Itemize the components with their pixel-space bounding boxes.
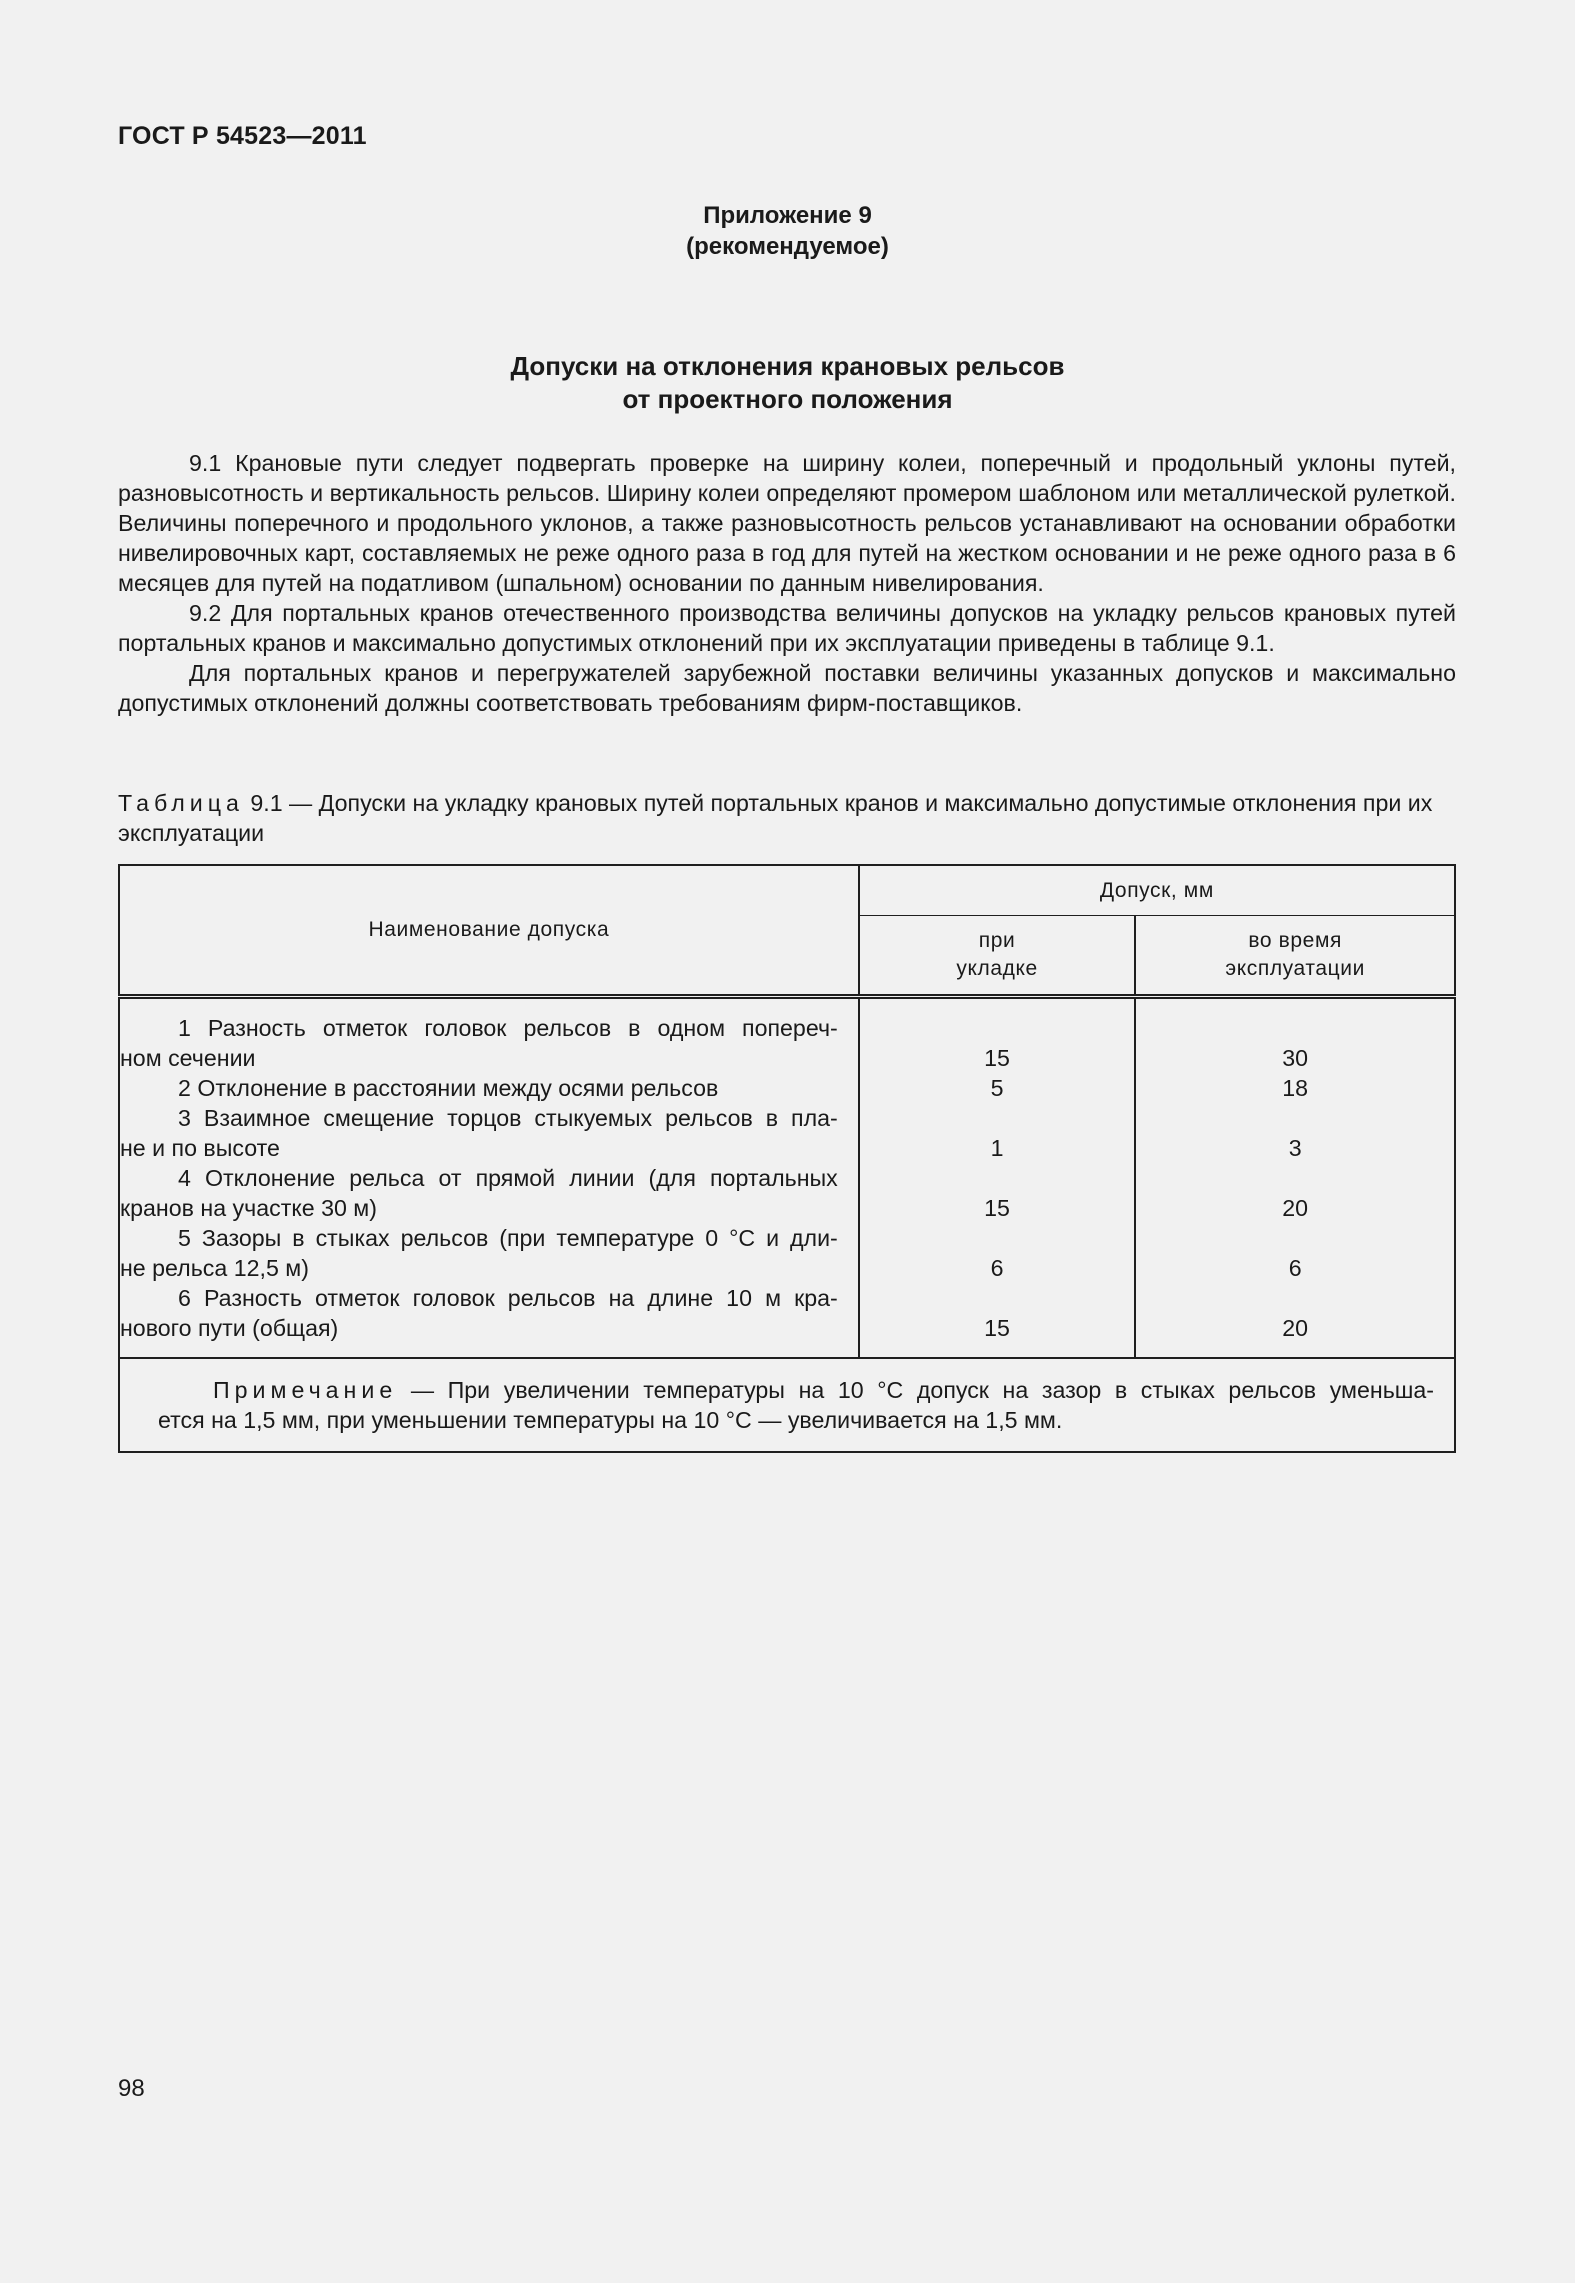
table-caption-text: 9.1 — Допуски на укладку крановых путей портальных кранов и максимально допустимые отклонения при их эксплуатации	[118, 790, 1433, 846]
row-5-operation-value: 6	[1288, 1255, 1302, 1281]
tolerance-names-column	[119, 997, 859, 1359]
header-operation	[1135, 916, 1455, 997]
row-5-name-line-1: 5 Зазоры в стыках рельсов (при температуре 0 °С и дли-	[178, 1225, 838, 1251]
row-1-name-line-1: 1 Разность отметок головок рельсов в одном попереч-	[178, 1015, 838, 1041]
table-caption-label: Таблица	[118, 790, 244, 816]
table-note-line-2: ется на 1,5 мм, при уменьшении температуры на 10 °С — увеличивается на 1,5 мм.	[158, 1407, 1063, 1433]
page-number: 98	[118, 2075, 145, 2102]
row-1-laying-value: 15	[984, 1045, 1010, 1071]
laying-values-column	[859, 997, 1136, 1359]
section-title-line-1: Допуски на отклонения крановых рельсов	[510, 351, 1065, 381]
row-6-operation-value: 20	[1282, 1315, 1309, 1341]
row-2-operation-value: 18	[1282, 1075, 1309, 1101]
header-tolerance-name: Наименование допуска	[119, 865, 859, 997]
row-3-name-line-2: не и по высоте	[120, 1135, 280, 1161]
row-6-laying-value: 15	[984, 1315, 1010, 1341]
header-operation-line-1: во время	[1248, 929, 1342, 953]
row-5-name-line-2: не рельса 12,5 м)	[120, 1255, 309, 1281]
header-laying-line-2: укладке	[956, 957, 1038, 981]
row-4-name-line-1: 4 Отклонение рельса от прямой линии (для портальных	[178, 1165, 838, 1191]
row-3-laying-value: 1	[990, 1135, 1004, 1161]
row-4-laying-value: 15	[984, 1195, 1010, 1221]
paragraph-foreign-cranes: Для портальных кранов и перегружателей зарубежной поставки величины указанных допусков и максимально допустимых отклонений должны соответствовать требованиям фирм-поставщиков.	[118, 660, 1456, 716]
table-row	[120, 1013, 838, 1073]
row-2-laying-value: 5	[990, 1075, 1004, 1101]
row-4-operation-value: 20	[1282, 1195, 1309, 1221]
header-laying	[859, 916, 1136, 997]
row-1-operation-value: 30	[1282, 1045, 1309, 1071]
annex-heading	[0, 200, 1575, 262]
row-6-name-line-1: 6 Разность отметок головок рельсов на длине 10 м кра-	[178, 1285, 838, 1311]
body-text	[118, 448, 1456, 718]
paragraph-9-1: 9.1 Крановые пути следует подвергать проверке на ширину колеи, поперечный и продольный уклоны путей, разновысотность и вертикальность рельсов. Ширину колеи определяют промером шаблоном или металлической рулеткой. Величины поперечного и продольного уклонов, а также разновысотность рельсов устанавливают на основании обработки нивелировочных карт, составляемых не реже одного раза в год для путей на жестком основании и не реже одного раза в 6 месяцев для путей на податливом (шпальном) основании по данным нивелирования.	[118, 450, 1456, 596]
document-number: ГОСТ Р 54523—2011	[118, 122, 367, 150]
table-row	[120, 1073, 838, 1103]
row-2-name-line-1: 2 Отклонение в расстоянии между осями рельсов	[178, 1075, 719, 1101]
header-tolerance-mm: Допуск, мм	[859, 865, 1455, 916]
header-operation-line-2: эксплуатации	[1225, 957, 1365, 981]
annex-number: Приложение 9	[703, 202, 872, 229]
tolerance-table	[118, 864, 1456, 1453]
row-6-name-line-2: нового пути (общая)	[120, 1315, 339, 1341]
table-row	[120, 1103, 838, 1163]
section-title-line-2: от проектного положения	[622, 384, 953, 414]
operation-values-column	[1135, 997, 1455, 1359]
annex-status: (рекомендуемое)	[686, 233, 889, 260]
row-1-name-line-2: ном сечении	[120, 1045, 256, 1071]
header-laying-line-1: при	[978, 929, 1016, 953]
row-4-name-line-2: кранов на участке 30 м)	[120, 1195, 377, 1221]
table-note-line-1	[158, 1375, 1434, 1405]
table-row	[120, 1283, 838, 1343]
table-note	[119, 1358, 1455, 1452]
table-row	[120, 1163, 838, 1223]
table-note-text-1: — При увеличении температуры на 10 °С допуск на зазор в стыках рельсов уменьша-	[397, 1377, 1434, 1403]
table-note-label: Примечание	[213, 1377, 398, 1403]
paragraph-9-2: 9.2 Для портальных кранов отечественного производства величины допусков на укладку рельсов крановых путей портальных кранов и максимально допустимых отклонений при их эксплуатации приведены в таблице 9.1.	[118, 600, 1456, 656]
row-3-operation-value: 3	[1288, 1135, 1302, 1161]
section-title	[0, 350, 1575, 416]
table-row	[120, 1223, 838, 1283]
row-5-laying-value: 6	[990, 1255, 1004, 1281]
row-3-name-line-1: 3 Взаимное смещение торцов стыкуемых рельсов в пла-	[178, 1105, 838, 1131]
table-caption	[118, 788, 1456, 848]
